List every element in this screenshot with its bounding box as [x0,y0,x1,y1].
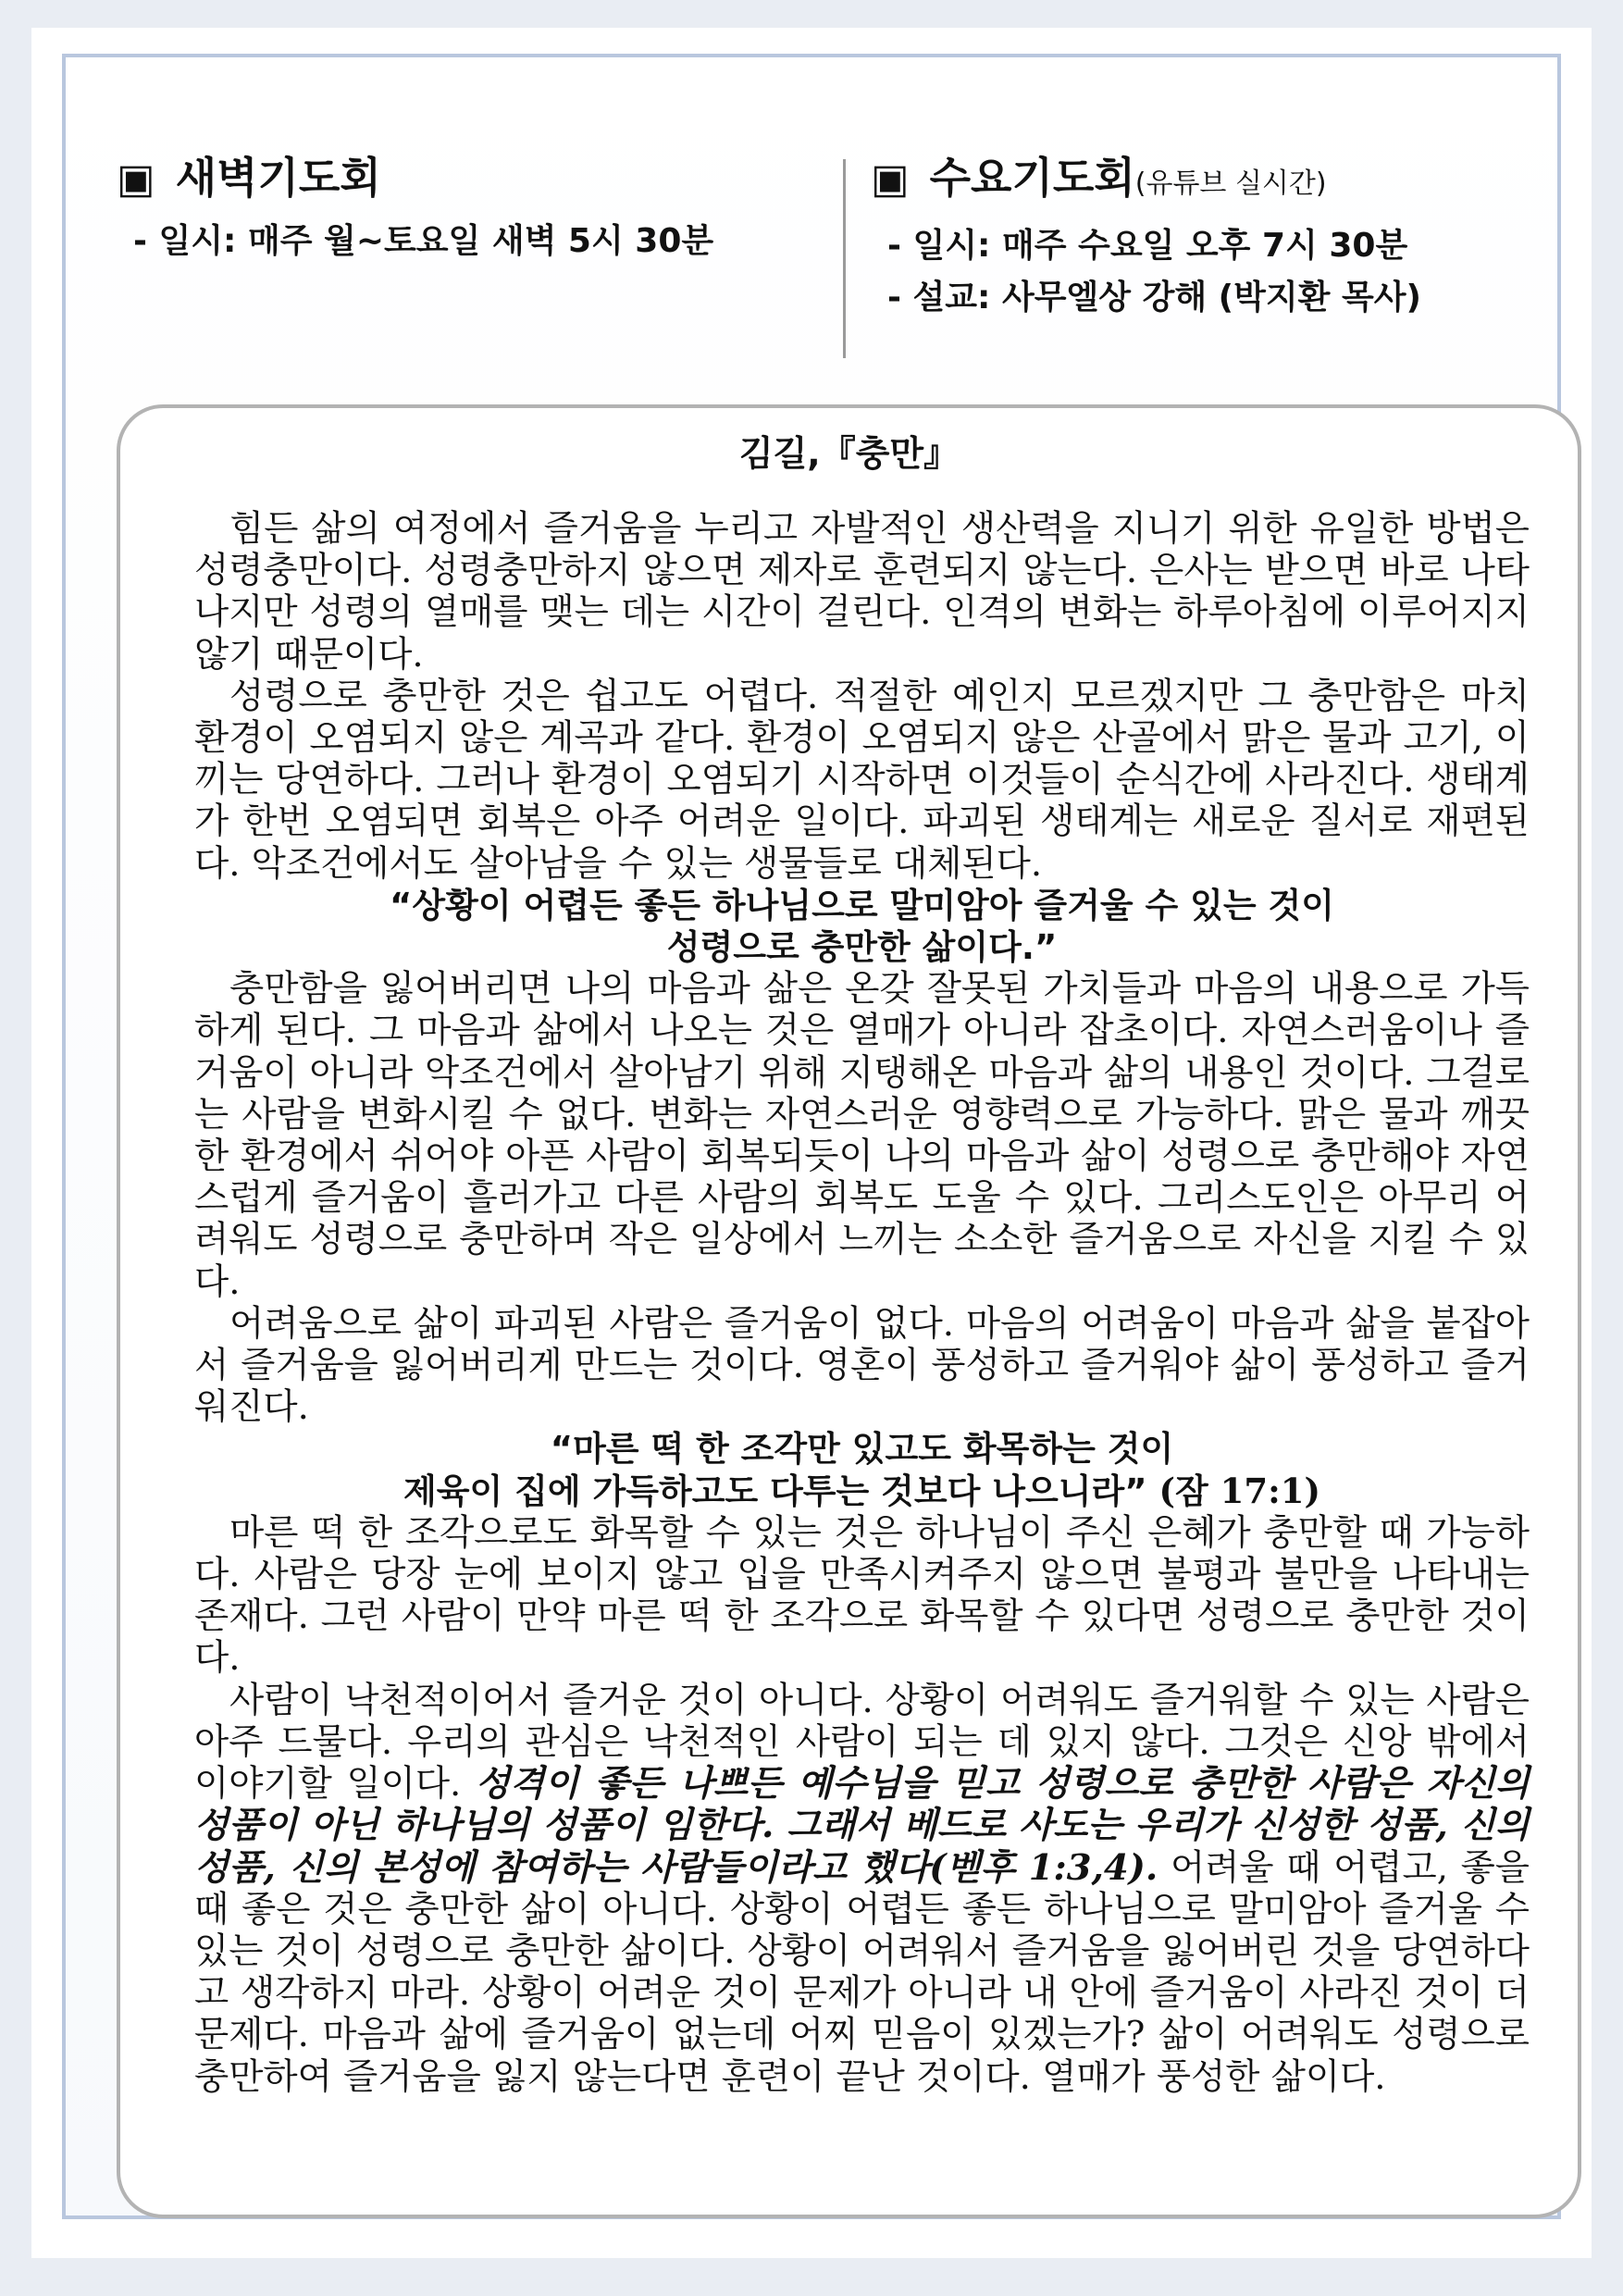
article-paragraph [194,1680,1530,2098]
scripture-reference: (잠 17:1) [1158,1470,1320,1511]
dawn-prayer-heading [117,150,820,207]
dawn-prayer-schedule: - 일시: 매주 월~토요일 새벽 5시 30분 [133,222,714,260]
pull-quote-line: “상황이 어렵든 좋든 하나님으로 말미암아 즐거울 수 있는 것이 [390,885,1334,925]
pull-quote-line: 성령으로 충만한 삶이다.” [666,927,1058,968]
emphasized-text: 성격이 좋든 나쁘든 예수님을 믿고 성령으로 충만한 사람은 자신의 성품이 아닌 하나님의 성품이 임한다. 그래서 베드로 사도는 우리가 신성한 성품, 신의 성품, 신의 본성에 참여하는 사람들이라고 했다(벧후 1:3,4). [194,1763,1530,1889]
article-paragraph: 마른 떡 한 조각으로도 화목할 수 있는 것은 하나님이 주신 은혜가 충만할 때 가능하다. 사람은 당장 눈에 보이지 않고 입을 만족시켜주지 않으면 불평과 불만을 나타내는 존재다. 그런 사람이 만약 마른 떡 한 조각으로 화목할 수 있다면 성령으로 충만한 것이다. [194,1511,1530,1680]
bulletin-page [31,28,1592,2258]
article-text: 어려울 때 어렵고, 좋을 때 좋은 것은 충만한 삶이 아니다. 상황이 어렵든 좋든 하나님으로 말미암아 즐거울 수 있는 것이 성령으로 충만한 삶이다. 상황이 어려워서 즐거움을 잃어버린 것을 당연하다고 생각하지 마라. 상황이 어려운 것이 문제가 아니라 내 안에 즐거움이 사라진 것이 더 문제다. 마음과 삶에 즐거움이 없는데 어찌 믿음이 있겠는가? 삶이 어려워도 성령으로 충만하여 즐거움을 잃지 않는다면 훈련이 끝난 것이다. 열매가 풍성한 삶이다. [194,1846,1530,2098]
wednesday-prayer-subtitle: (유튜브 실시간) [1134,168,1327,200]
article-paragraph: 어려움으로 삶이 파괴된 사람은 즐거움이 없다. 마음의 어려움이 마음과 삶을 붙잡아서 즐거움을 잃어버리게 만드는 것이다. 영혼이 풍성하고 즐거워야 삶이 풍성하고 즐거워진다. [194,1302,1530,1429]
scripture-quote-line [194,1471,1530,1512]
article-paragraph: 힘든 삶의 여정에서 즐거움을 누리고 자발적인 생산력을 지니기 위한 유일한 방법은 성령충만이다. 성령충만하지 않으면 제자로 훈련되지 않는다. 은사는 받으면 바로 나타나지만 성령의 열매를 맺는 데는 시간이 걸린다. 인격의 변화는 하루아침에 이루어지지 않기 때문이다. [194,508,1530,676]
scripture-quote-line: “마른 떡 한 조각만 있고도 화목하는 것이 [550,1429,1174,1470]
article-title: 김길,『충만』 [738,433,960,474]
page-frame [62,54,1561,2219]
notice-divider [843,159,846,358]
article-body [194,508,1530,2098]
article-paragraph: 충만함을 잃어버리면 나의 마음과 삶은 온갖 잘못된 가치들과 마음의 내용으로 가득하게 된다. 그 마음과 삶에서 나오는 것은 열매가 아니라 잡초이다. 자연스러움이나 즐거움이 아니라 악조건에서 살아남기 위해 지탱해온 마음과 삶의 내용인 것이다. 그걸로는 사람을 변화시킬 수 없다. 변화는 자연스러운 영향력으로 가능하다. 맑은 물과 깨끗한 환경에서 쉬어야 아픈 사람이 회복되듯이 나의 마음과 삶이 성령으로 충만해야 자연스럽게 즐거움이 흘러가고 다른 사람의 회복도 도울 수 있다. 그리스도인은 아무리 어려워도 성령으로 충만하며 작은 일상에서 느끼는 소소한 즐거움으로 자신을 지킬 수 있다. [194,968,1530,1303]
wednesday-prayer-schedule: - 일시: 매주 수요일 오후 7시 30분 [887,227,1408,265]
square-bullet-icon: ▣ [117,155,155,203]
wednesday-prayer-title: 수요기도회 [929,153,1135,203]
dawn-prayer-title: 새벽기도회 [175,153,381,203]
wednesday-prayer-notice [871,150,1537,323]
scripture-quote-text: 제육이 집에 가득하고도 다투는 것보다 나으니라” [403,1471,1147,1511]
wednesday-prayer-heading [871,150,1537,212]
pull-quote [194,885,1530,968]
article-box [117,404,1581,2218]
dawn-prayer-notice [117,150,820,267]
article-paragraph: 성령으로 충만한 것은 쉽고도 어렵다. 적절한 예인지 모르겠지만 그 충만함은 마치 환경이 오염되지 않은 계곡과 같다. 환경이 오염되지 않은 산골에서 맑은 물과 고기, 이끼는 당연하다. 그러나 환경이 오염되기 시작하면 이것들이 순식간에 사라진다. 생태계가 한번 오염되면 회복은 아주 어려운 일이다. 파괴된 생태계는 새로운 질서로 재편된다. 악조건에서도 살아남을 수 있는 생물들로 대체된다. [194,675,1530,885]
article-text: 사람이 낙천적이어서 즐거운 것이 아니다. 상황이 어려워도 즐거워할 수 있는 사람은 아주 드물다. 우리의 관심은 낙천적인 사람이 되는 데 있지 않다. 그것은 신앙 밖에서 이야기할 일이다. [194,1679,1530,1806]
scripture-quote [194,1428,1530,1511]
square-bullet-icon: ▣ [871,155,910,203]
wednesday-prayer-sermon: - 설교: 사무엘상 강해 (박지환 목사) [887,279,1421,316]
